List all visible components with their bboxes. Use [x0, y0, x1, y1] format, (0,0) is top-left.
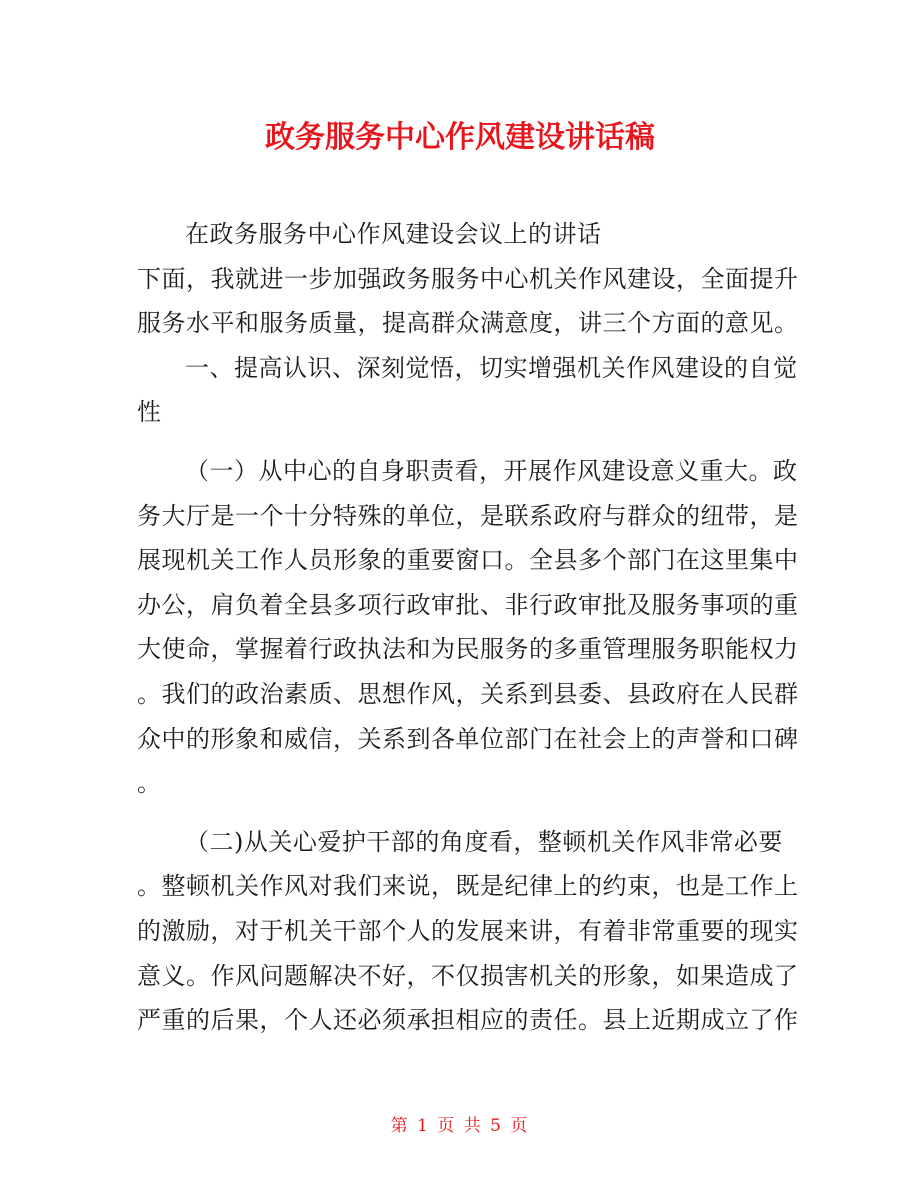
document-body [137, 212, 799, 1043]
paragraph-line: 在政务服务中心作风建设会议上的讲话 [185, 220, 602, 248]
paragraph-line: 。 [137, 769, 162, 798]
section-heading-line: 性 [137, 398, 162, 427]
paragraph-line: 。整顿机关作风对我们来说，既是纪律上的约束，也是工作上 [137, 872, 799, 901]
paragraph-line: 办公，肩负着全县多项行政审批、非行政审批及服务事项的重 [137, 590, 799, 619]
paragraph-line: 的激励，对于机关干部个人的发展来讲，有着非常重要的现实 [137, 916, 799, 945]
document-title: 政务服务中心作风建设讲话稿 [265, 120, 655, 155]
paragraph-line: 严重的后果，个人还必须承担相应的责任。县上近期成立了作 [137, 1006, 799, 1035]
paragraph-line: （一）从中心的自身职责看，开展作风建设意义重大。政 [185, 456, 798, 485]
paragraph-line: 服务水平和服务质量，提高群众满意度，讲三个方面的意见。 [137, 309, 799, 338]
paragraph-line: 下面，我就进一步加强政务服务中心机关作风建设，全面提升 [137, 264, 799, 293]
page-footer: 第 1 页 共 5 页 [390, 1116, 530, 1136]
paragraph-line: 意义。作风问题解决不好，不仅损害机关的形象，如果造成了 [137, 961, 799, 990]
section-heading-line: 一、提高认识、深刻觉悟，切实增强机关作风建设的自觉 [185, 353, 798, 382]
paragraph-line: （二)从关心爱护干部的角度看，整顿机关作风非常必要 [185, 827, 783, 856]
paragraph-line: 务大厅是一个十分特殊的单位，是联系政府与群众的纽带，是 [137, 501, 799, 530]
paragraph-line: 众中的形象和威信，关系到各单位部门在社会上的声誉和口碑 [137, 724, 799, 753]
paragraph-line: 展现机关工作人员形象的重要窗口。全县多个部门在这里集中 [137, 546, 799, 575]
paragraph-line: 。我们的政治素质、思想作风，关系到县委、县政府在人民群 [137, 679, 799, 708]
paragraph-line: 大使命，掌握着行政执法和为民服务的多重管理服务职能权力 [137, 635, 799, 664]
